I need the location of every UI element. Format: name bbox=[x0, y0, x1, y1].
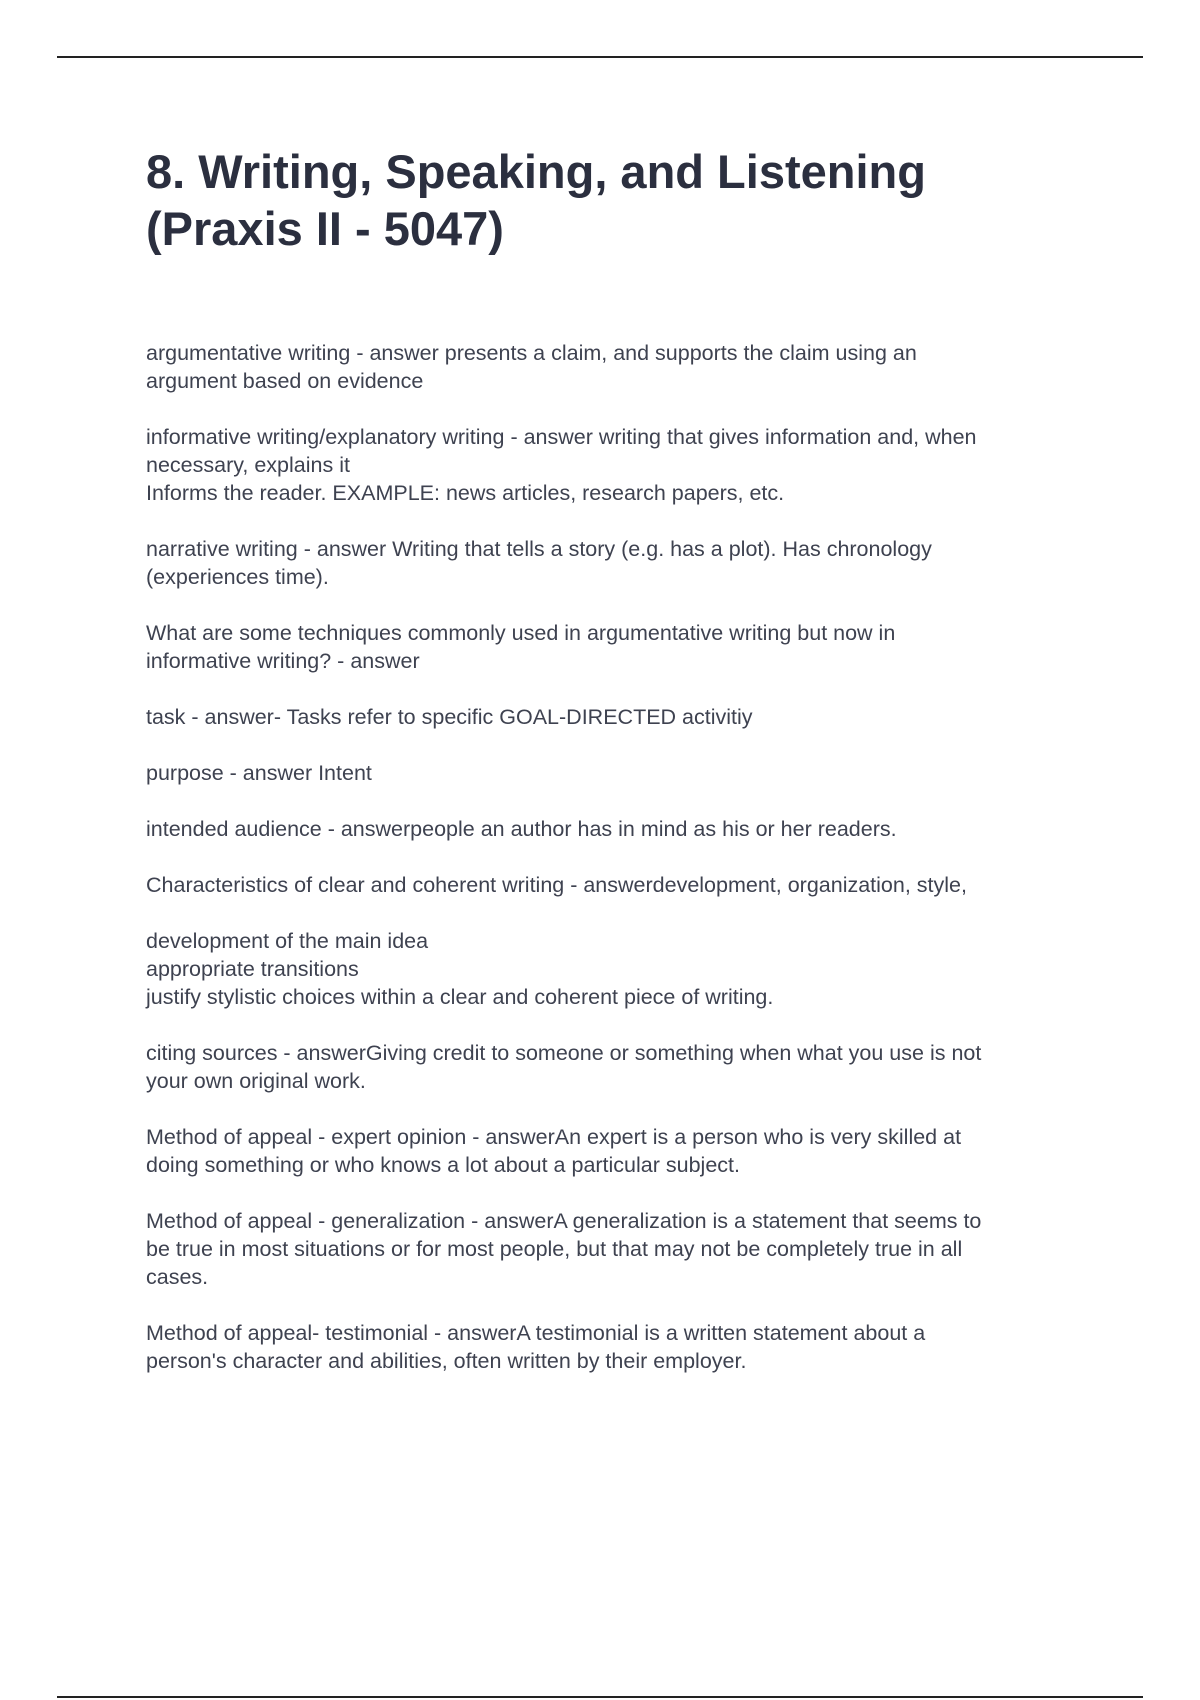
entry-line: person's character and abilities, often written by their employer. bbox=[146, 1349, 747, 1373]
entry-development-list bbox=[146, 927, 1096, 1011]
entry-line: Method of appeal - generalization - answerA generalization is a statement that seems to bbox=[146, 1209, 982, 1233]
entry-line: doing something or who knows a lot about a particular subject. bbox=[146, 1153, 740, 1177]
entry-line: Method of appeal - expert opinion - answerAn expert is a person who is very skilled at bbox=[146, 1125, 962, 1149]
entry-line: development of the main idea bbox=[146, 929, 429, 953]
entry-informative-writing bbox=[146, 423, 1096, 507]
page-title bbox=[146, 143, 1106, 257]
entry-line: Method of appeal- testimonial - answerA testimonial is a written statement about a bbox=[146, 1321, 926, 1345]
entry-line: Informs the reader. EXAMPLE: news articles, research papers, etc. bbox=[146, 481, 785, 505]
entry-argumentative-writing bbox=[146, 339, 1096, 395]
entry-task bbox=[146, 703, 1096, 731]
entry-citing-sources bbox=[146, 1039, 1096, 1095]
entry-line: intended audience - answerpeople an author has in mind as his or her readers. bbox=[146, 817, 897, 841]
entry-line: be true in most situations or for most people, but that may not be completely true in all bbox=[146, 1237, 963, 1261]
entry-techniques-question bbox=[146, 619, 1096, 675]
entry-line: informative writing? - answer bbox=[146, 649, 420, 673]
entry-line: task - answer- Tasks refer to specific GOAL-DIRECTED activitiy bbox=[146, 705, 753, 729]
entry-line: informative writing/explanatory writing - answer writing that gives information and, when bbox=[146, 425, 977, 449]
entry-line: appropriate transitions bbox=[146, 957, 359, 981]
entry-line: argumentative writing - answer presents a claim, and supports the claim using an bbox=[146, 341, 917, 365]
entry-line: argument based on evidence bbox=[146, 369, 424, 393]
title-line-2: (Praxis II - 5047) bbox=[146, 202, 504, 255]
entry-line: Characteristics of clear and coherent writing - answerdevelopment, organization, style, bbox=[146, 873, 967, 897]
entry-line: your own original work. bbox=[146, 1069, 366, 1093]
entry-testimonial bbox=[146, 1319, 1096, 1375]
top-rule bbox=[57, 56, 1143, 58]
entry-generalization bbox=[146, 1207, 1096, 1291]
entry-line: narrative writing - answer Writing that tells a story (e.g. has a plot). Has chronology bbox=[146, 537, 932, 561]
entry-expert-opinion bbox=[146, 1123, 1096, 1179]
flashcard-list bbox=[146, 339, 1096, 1403]
entry-line: justify stylistic choices within a clear and coherent piece of writing. bbox=[146, 985, 774, 1009]
entry-line: What are some techniques commonly used in argumentative writing but now in bbox=[146, 621, 896, 645]
entry-line: purpose - answer Intent bbox=[146, 761, 372, 785]
entry-narrative-writing bbox=[146, 535, 1096, 591]
entry-purpose bbox=[146, 759, 1096, 787]
bottom-rule bbox=[57, 1696, 1143, 1698]
entry-line: (experiences time). bbox=[146, 565, 329, 589]
entry-line: citing sources - answerGiving credit to someone or something when what you use is not bbox=[146, 1041, 982, 1065]
title-line-1: 8. Writing, Speaking, and Listening bbox=[146, 145, 926, 198]
entry-intended-audience bbox=[146, 815, 1096, 843]
entry-line: necessary, explains it bbox=[146, 453, 350, 477]
entry-clear-coherent-writing bbox=[146, 871, 1096, 899]
entry-line: cases. bbox=[146, 1265, 209, 1289]
